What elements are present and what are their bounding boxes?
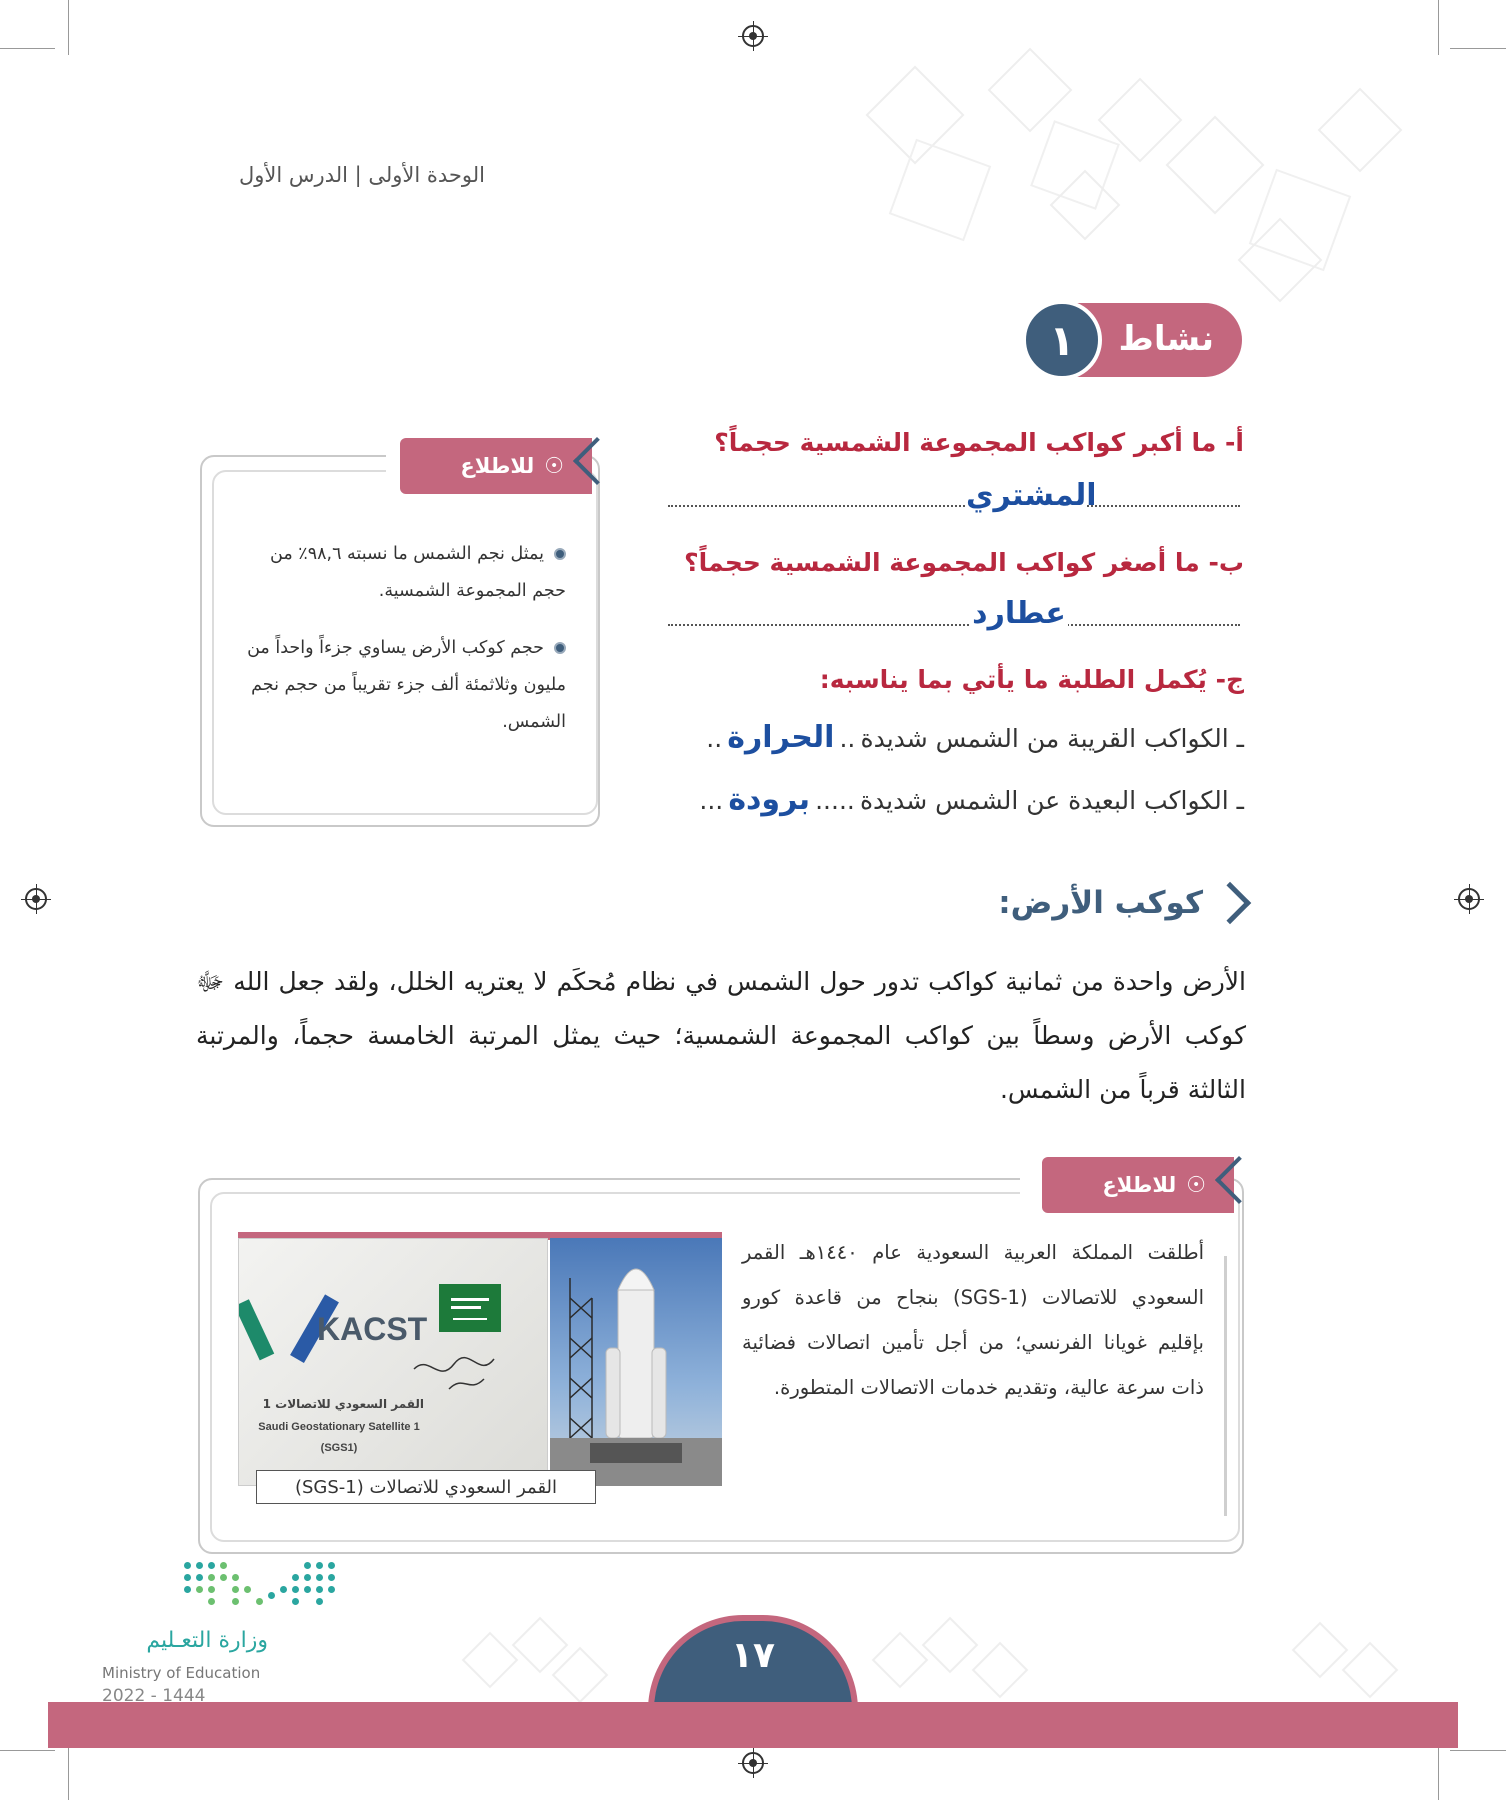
kacst-sign-photo (238, 1238, 548, 1486)
info-box-1-bullet-1-text: يمثل نجم الشمس ما نسبته ٩٨,٦٪ من حجم المجموعة الشمسية. (270, 544, 566, 601)
answer-line-b (668, 624, 1240, 626)
answer-b: عطارد (970, 596, 1068, 631)
complete-line-2-text: ـ الكواكب البعيدة عن الشمس شديدة (859, 786, 1244, 815)
registration-mark (742, 1752, 764, 1774)
crop-mark (68, 1745, 69, 1800)
chevron-left-icon (573, 437, 621, 485)
ministry-logo-dots (184, 1562, 348, 1612)
complete-line-1-answer: الحرارة (727, 720, 835, 755)
crop-mark (1450, 1750, 1506, 1751)
crop-mark (0, 48, 55, 49)
photo-caption: القمر السعودي للاتصالات (SGS-1) (256, 1470, 596, 1504)
crop-mark (1450, 48, 1506, 49)
decor-shape (972, 1642, 1029, 1699)
crop-mark (1438, 0, 1439, 55)
answer-a: المشتري (966, 478, 1097, 513)
chevron-left-icon (1215, 1156, 1263, 1204)
bullet-icon (554, 642, 566, 654)
decor-shape (922, 1617, 979, 1674)
signature-icon (409, 1349, 499, 1399)
complete-line-2-answer: برودة (728, 782, 811, 817)
ministry-name-en: Ministry of Education (102, 1664, 261, 1682)
complete-line-1: ـ الكواكب القريبة من الشمس شديدة .. الحرارة .. (706, 720, 1244, 755)
question-b: ب- ما أصغر كواكب المجموعة الشمسية حجماً؟ (684, 548, 1244, 577)
crop-mark (68, 0, 69, 55)
earth-section-title: كوكب الأرض: (998, 885, 1203, 921)
info-box-2-tab (1042, 1157, 1234, 1213)
photo-text-ar: القمر السعودي للاتصالات 1 (262, 1397, 424, 1411)
complete-line-2: ـ الكواكب البعيدة عن الشمس شديدة ..... برودة ... (699, 782, 1244, 817)
info-box-1-tab-label: للاطلاع (460, 454, 535, 478)
ministry-year: 2022 - 1444 (102, 1686, 206, 1706)
info-box-2-paragraph: أطلقت المملكة العربية السعودية عام ١٤٤٠هـ القمر السعودي للاتصالات (SGS-1) بنجاح من قاعدة كورو بإقليم غويانا الفرنسي؛ من أجل تأمين اتصالات فضائية ذات سرعة عالية، وتقديم خدمات الاتصالات المتطورة. (742, 1241, 1205, 1399)
registration-mark (25, 888, 47, 910)
decor-shape (988, 48, 1073, 133)
earth-paragraph: الأرض واحدة من ثمانية كواكب تدور حول الشمس في نظام مُحكَم لا يعتريه الخلل، ولقد جعل الله ﷻ كوكب الأرض وسطاً بين كواكب المجموعة الشمسية؛ حيث يمثل المرتبة الخامسة حجماً، والمرتبة الثالثة قرباً من الشمس. (196, 967, 1246, 1104)
decor-shape (552, 1647, 609, 1704)
crop-mark (1438, 1745, 1439, 1800)
lightbulb-icon: ☉ (1186, 1172, 1206, 1198)
kacst-logo-text: KACST (317, 1311, 428, 1347)
decor-shape (1342, 1642, 1399, 1699)
question-a: أ- ما أكبر كواكب المجموعة الشمسية حجماً؟ (714, 428, 1244, 457)
info-box-2-tab-label: للاطلاع (1102, 1173, 1177, 1197)
info-box-1-tab (400, 438, 592, 494)
decor-shape (872, 1632, 929, 1689)
decor-shape (1166, 116, 1265, 215)
ministry-name-ar: وزارة التعـليم (146, 1628, 268, 1653)
bullet-icon (554, 548, 566, 560)
saudi-flag (439, 1284, 501, 1332)
decor-shape (512, 1617, 569, 1674)
double-chevron-icon (1209, 882, 1251, 924)
decor-shape (1318, 88, 1403, 173)
question-c: ج- يُكمل الطلبة ما يأتي بما يناسبه: (819, 665, 1244, 694)
photo-text-code: (SGS1) (320, 1442, 358, 1454)
decor-shape (462, 1632, 519, 1689)
photo-text-en: Saudi Geostationary Satellite 1 (258, 1421, 420, 1433)
answer-line-a (668, 505, 1240, 507)
rocket-icon (550, 1238, 722, 1486)
crop-mark (0, 1750, 55, 1751)
earth-section-heading (940, 885, 1245, 921)
activity-label: نشاط (1118, 319, 1214, 359)
footer-bar (48, 1702, 1458, 1748)
activity-number: ١ (1022, 300, 1102, 380)
page-number: ١٧ (648, 1615, 858, 1725)
rocket-launch-photo (550, 1238, 722, 1486)
info-box-1-bullet-2 (236, 630, 566, 741)
info-box-1-bullet-1 (236, 536, 566, 610)
lightbulb-icon: ☉ (544, 453, 564, 479)
registration-mark (742, 25, 764, 47)
registration-mark (1458, 888, 1480, 910)
decor-shape (1292, 1622, 1349, 1679)
unit-lesson-header: الوحدة الأولى | الدرس الأول (239, 163, 485, 187)
complete-line-1-text: ـ الكواكب القريبة من الشمس شديدة (860, 724, 1244, 753)
info-box-1-bullet-2-text: حجم كوكب الأرض يساوي جزءاً واحداً من مليون وثلاثمئة ألف جزء تقريباً من حجم نجم الشمس. (247, 638, 566, 732)
